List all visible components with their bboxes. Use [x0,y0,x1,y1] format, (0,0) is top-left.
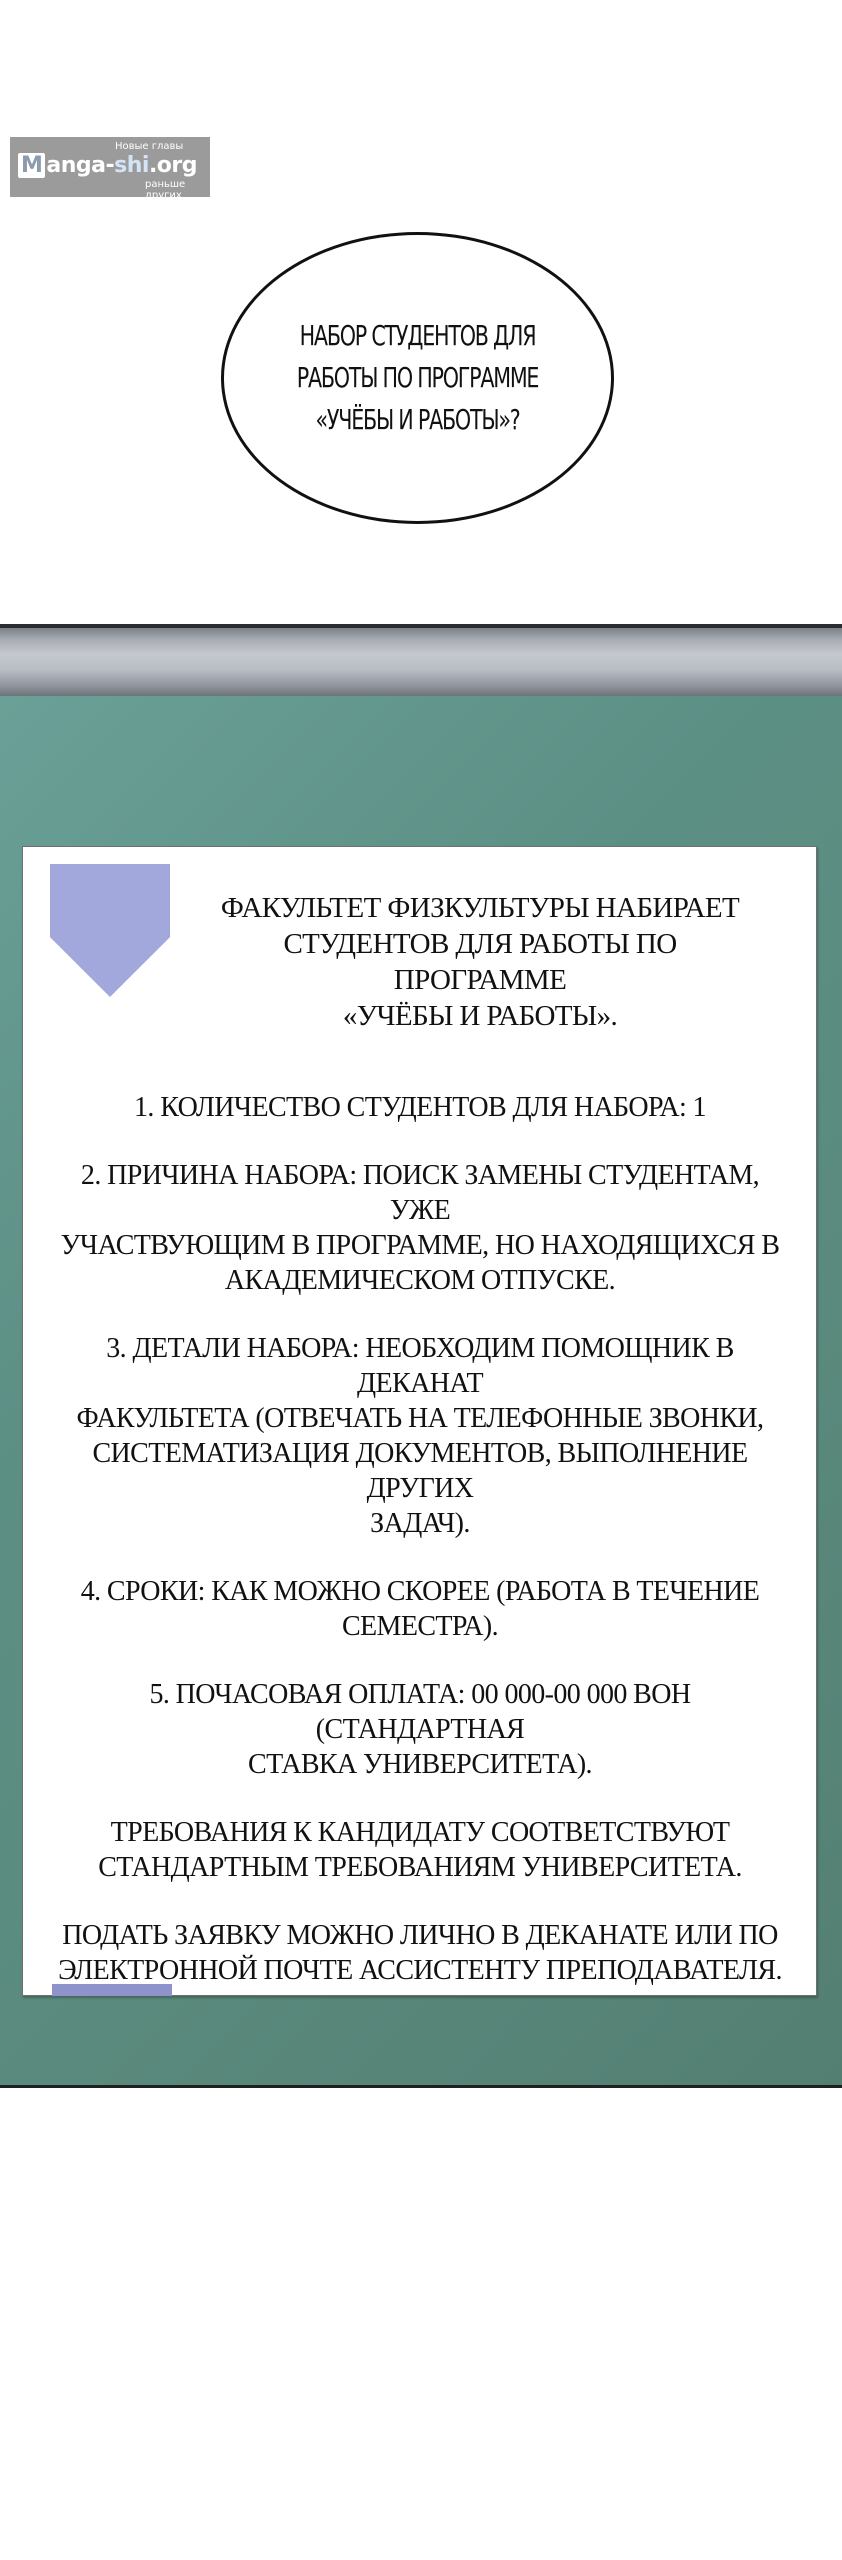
notice-line: 4. СРОКИ: КАК МОЖНО СКОРЕЕ (РАБОТА В ТЕЧЕНИЕ [80,1576,760,1607]
notice-line: ПОДАТЬ ЗАЯВКУ МОЖНО ЛИЧНО В ДЕКАНАТЕ ИЛИ ПО [62,1920,778,1951]
watermark-logo-m: M [18,153,45,178]
notice-line: 3. ДЕТАЛИ НАБОРА: НЕОБХОДИМ ПОМОЩНИК В ДЕКАНАТ [106,1333,734,1399]
speech-bubble-line: РАБОТЫ ПО ПРОГРАММЕ [296,361,539,394]
speech-bubble-line: «УЧЁБЫ И РАБОТЫ»? [315,403,520,436]
notice-item-reason [55,1158,785,1298]
notice-line: ЭЛЕКТРОННОЙ ПОЧТЕ АССИСТЕНТУ ПРЕПОДАВАТЕЛЯ. [58,1955,782,1986]
notice-line: АКАДЕМИЧЕСКОМ ОТПУСКЕ. [224,1265,616,1296]
notice-item-details [55,1331,785,1541]
notice-requirements [55,1815,785,1885]
notice-apply [55,1918,785,1988]
notice-line: УЧАСТВУЮЩИМ В ПРОГРАММЕ, НО НАХОДЯЩИХСЯ В [60,1230,780,1261]
speech-bubble-line: НАБОР СТУДЕНТОВ ДЛЯ [299,319,536,352]
watermark-bottom-text: раньше других [145,179,186,201]
notice-body [55,1090,785,2021]
notice-heading-line: СТУДЕНТОВ ДЛЯ РАБОТЫ ПО ПРОГРАММЕ [283,928,677,996]
notice-line: СЕМЕСТРА). [341,1611,499,1642]
watermark-logo [18,153,197,178]
notice-heading [200,890,760,1034]
notice-heading-line: «УЧЁБЫ И РАБОТЫ». [342,1000,618,1032]
notice-line: СТАВКА УНИВЕРСИТЕТА). [248,1749,592,1780]
notice-item-count [55,1090,785,1125]
notice-line: 1. КОЛИЧЕСТВО СТУДЕНТОВ ДЛЯ НАБОРА: 1 [134,1092,706,1123]
watermark-top-text: Новые главы [115,141,184,152]
watermark [10,137,210,201]
watermark-logo-tld: .org [148,153,198,178]
notice-line: ЗАДАЧ). [370,1508,470,1539]
watermark-logo-accent: shi [114,153,149,178]
watermark-logo-rest: anga- [46,153,115,178]
notice-line: ФАКУЛЬТЕТА (ОТВЕЧАТЬ НА ТЕЛЕФОННЫЕ ЗВОНКИ, [76,1403,764,1434]
notice-item-dates [55,1574,785,1644]
notice-item-pay [55,1677,785,1782]
notice-line: 2. ПРИЧИНА НАБОРА: ПОИСК ЗАМЕНЫ СТУДЕНТАМ, УЖЕ [80,1160,760,1226]
notice-line: СТАНДАРТНЫМ ТРЕБОВАНИЯМ УНИВЕРСИТЕТА. [98,1852,742,1883]
board-frame-top [0,624,842,696]
notice-line: 5. ПОЧАСОВАЯ ОПЛАТА: 00 000-00 000 ВОН (СТАНДАРТНАЯ [149,1679,691,1745]
speech-bubble-text [256,315,578,441]
notice-line: СИСТЕМАТИЗАЦИЯ ДОКУМЕНТОВ, ВЫПОЛНЕНИЕ ДРУГИХ [92,1438,748,1504]
notice-line: ТРЕБОВАНИЯ К КАНДИДАТУ СООТВЕТСТВУЮТ [110,1817,730,1848]
notice-heading-line: ФАКУЛЬТЕТ ФИЗКУЛЬТУРЫ НАБИРАЕТ [220,892,740,924]
